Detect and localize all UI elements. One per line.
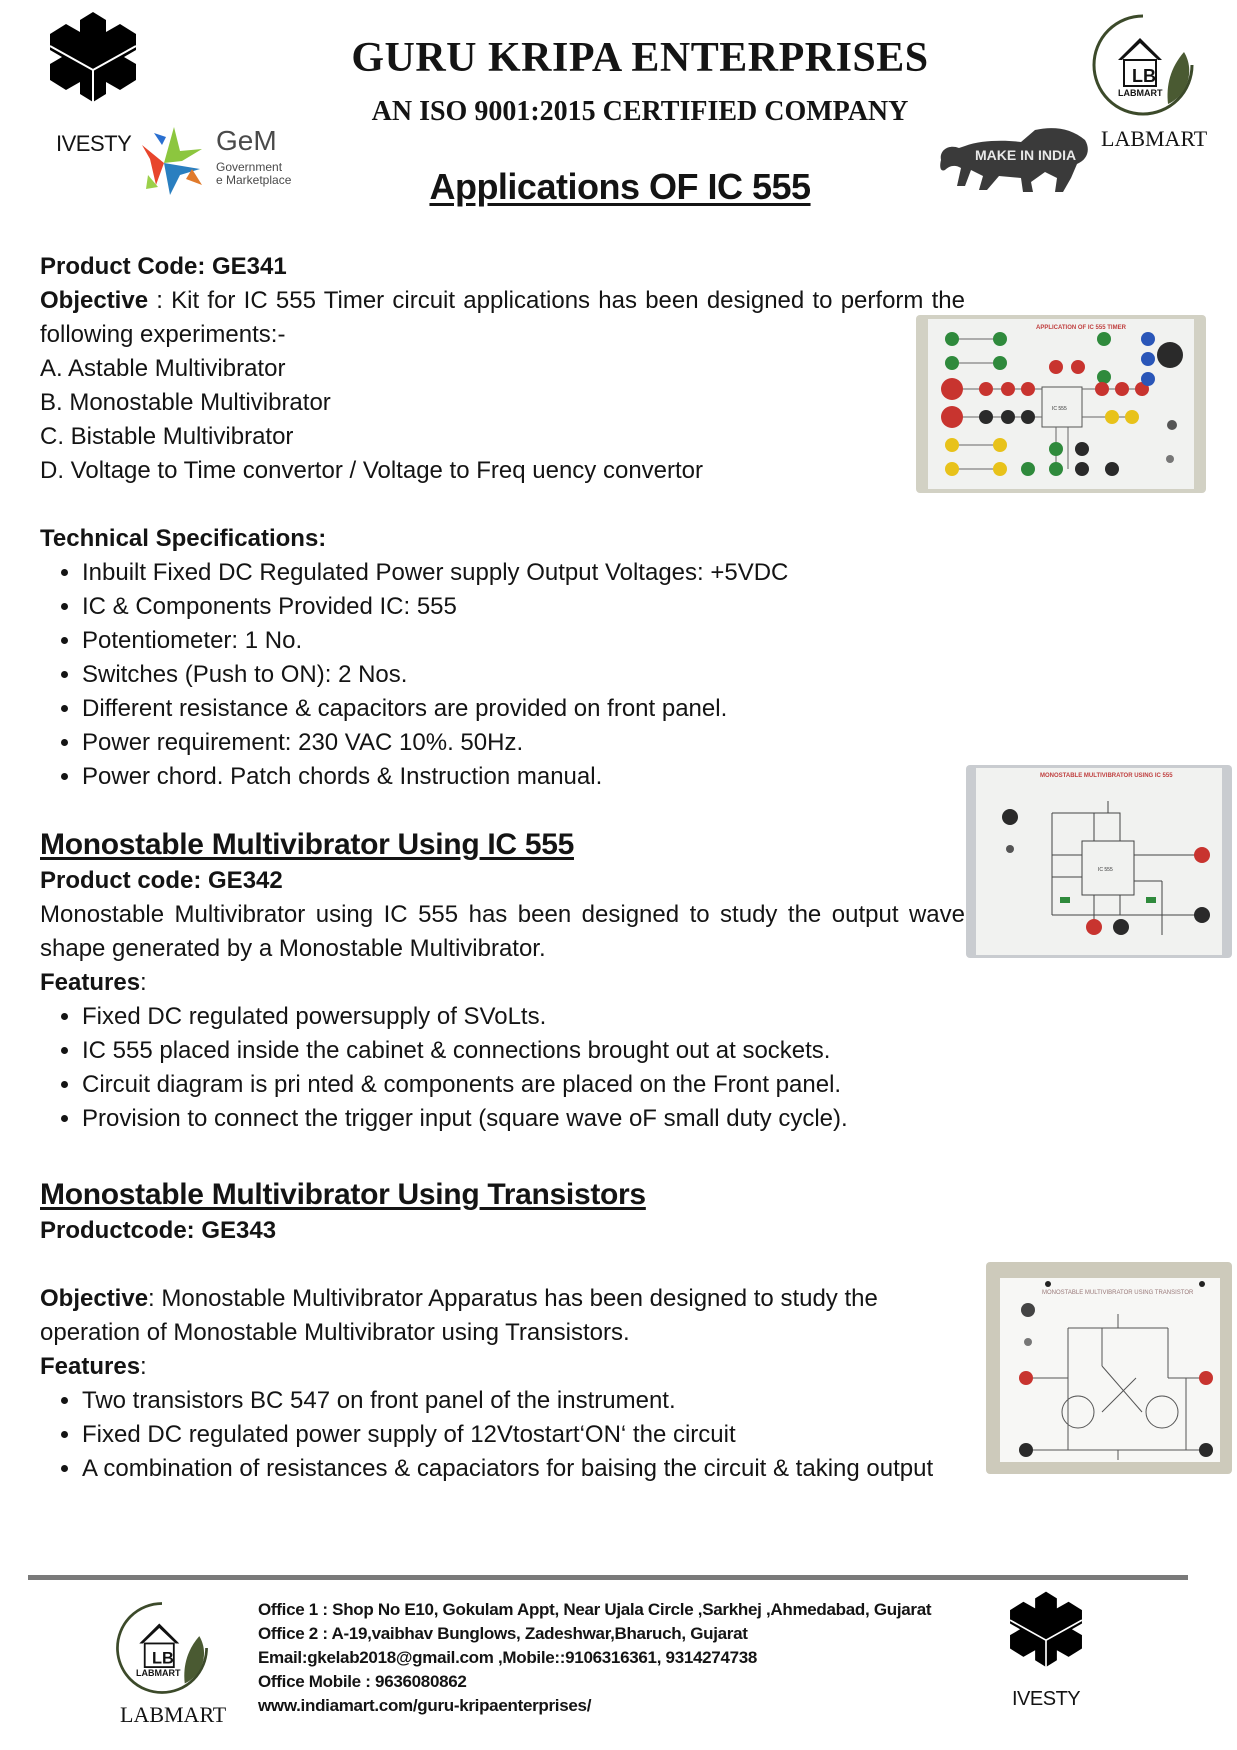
document-title: Applications OF IC 555 — [429, 166, 811, 207]
spec-item: • Inbuilt Fixed DC Regulated Power supply Output Voltages: +5VDC — [82, 556, 965, 590]
tech-specs-list — [40, 556, 965, 794]
features-list-ge342 — [40, 1000, 965, 1136]
experiment-item: B. Monostable Multivibrator — [40, 389, 331, 416]
spec-item: • Potentiometer: 1 No. — [82, 624, 965, 658]
feature-item: • Circuit diagram is pri nted & components are placed on the Front panel. — [82, 1068, 965, 1102]
features-label: Features — [40, 1353, 141, 1380]
description-ge342: Monostable Multivibrator using IC 555 has been designed to study the output wave shape generated by a Monostable Multivibrator. — [40, 901, 965, 962]
feature-item: • IC 555 placed inside the cabinet & connections brought out at sockets. — [82, 1034, 965, 1068]
trainer-panel-illustration — [986, 1262, 1232, 1474]
footer-ivesty-logo — [1000, 1590, 1092, 1690]
features-heading-ge342: Features: — [40, 969, 147, 996]
labmart-logo — [1088, 10, 1198, 120]
svg-text:LB: LB — [1132, 66, 1156, 86]
website-link[interactable]: www.indiamart.com/guru-kripaenterprises/ — [258, 1696, 592, 1715]
trainer-panel-illustration — [966, 765, 1232, 958]
feature-item: • Two transistors BC 547 on front panel of the instrument. — [82, 1384, 965, 1418]
footer-contact-block — [258, 1598, 931, 1718]
footer-divider — [28, 1575, 1188, 1580]
spec-item: • Power chord. Patch chords & Instruction manual. — [82, 760, 965, 794]
labmart-circle-icon — [1088, 10, 1198, 120]
svg-text:IC 555: IC 555 — [1098, 867, 1113, 873]
gem-subtitle-line2: e Marketplace — [216, 173, 292, 187]
section-title-ge342: Monostable Multivibrator Using IC 555 — [40, 828, 574, 861]
gem-star-icon — [140, 125, 206, 197]
footer-labmart-label: LABMART — [120, 1702, 227, 1727]
ivesty-cube-icon — [38, 10, 148, 120]
spec-item: • IC & Components Provided IC: 555 — [82, 590, 965, 624]
labmart-header-label: LABMART — [1101, 126, 1208, 151]
company-name: GURU KRIPA ENTERPRISES — [351, 35, 929, 81]
experiment-item: A. Astable Multivibrator — [40, 355, 286, 382]
svg-text:LB: LB — [152, 1649, 174, 1668]
gem-logo — [140, 125, 300, 200]
ivesty-logo-label: IVESTY — [56, 131, 132, 156]
svg-text:IC 555: IC 555 — [1052, 406, 1067, 412]
ivesty-cube-icon — [1000, 1590, 1092, 1682]
tech-specs-heading: Technical Specifications: — [40, 525, 327, 552]
section-ge343 — [40, 1176, 965, 1486]
svg-text:MAKE IN INDIA: MAKE IN INDIA — [975, 147, 1077, 163]
feature-item: • Provision to connect the trigger input (square wave oF small duty cycle). — [82, 1102, 965, 1136]
spec-item: • Power requirement: 230 VAC 10%. 50Hz. — [82, 726, 965, 760]
objective-label: Objective — [40, 287, 149, 314]
product-code-ge341: Product Code: GE341 — [40, 253, 287, 280]
svg-text:MONOSTABLE MULTIVIBRATOR USING: MONOSTABLE MULTIVIBRATOR USING TRANSISTOR — [1042, 1290, 1194, 1296]
gem-subtitle-line1: Government — [216, 160, 283, 174]
ic555-applications-kit-image — [916, 315, 1206, 493]
email-mobile[interactable]: Email:gkelab2018@gmail.com ,Mobile::9106316361, 9314274738 — [258, 1648, 758, 1667]
office-1-address: Office 1 : Shop No E10, Gokulam Appt, Near Ujala Circle ,Sarkhej ,Ahmedabad, Gujarat — [258, 1600, 932, 1619]
section-ge341 — [40, 250, 965, 794]
make-in-india-logo — [935, 120, 1095, 195]
monostable-ic555-kit-image — [966, 765, 1232, 958]
lion-icon — [935, 120, 1095, 195]
spec-item: • Switches (Push to ON): 2 Nos. — [82, 658, 965, 692]
section-title-ge343: Monostable Multivibrator Using Transistors — [40, 1178, 646, 1211]
office-mobile: Office Mobile : 9636080862 — [258, 1672, 467, 1691]
labmart-badge-text: LABMART — [136, 1668, 181, 1678]
objective-ge343 — [40, 1282, 970, 1350]
feature-item: • A combination of resistances & capaciators for baising the circuit & taking output — [82, 1452, 965, 1486]
objective-ge341 — [40, 284, 965, 352]
experiment-item: C. Bistable Multivibrator — [40, 423, 294, 450]
svg-text:APPLICATION OF IC 555 TIMER: APPLICATION OF IC 555 TIMER — [1036, 325, 1126, 331]
objective-text: : Kit for IC 555 Timer circuit applications has been designed to perform the following experiments:- — [40, 287, 965, 348]
spec-item: • Different resistance & capacitors are provided on front panel. — [82, 692, 965, 726]
ivesty-logo — [38, 10, 148, 135]
office-2-address: Office 2 : A-19,vaibhav Bunglows, Zadeshwar,Bharuch, Gujarat — [258, 1624, 748, 1643]
features-list-ge343 — [40, 1384, 965, 1486]
footer-labmart-logo — [112, 1598, 222, 1708]
svg-text:MONOSTABLE MULTIVIBRATOR USING: MONOSTABLE MULTIVIBRATOR USING IC 555 — [1040, 773, 1173, 779]
product-code-ge342: Product code: GE342 — [40, 867, 283, 894]
feature-item: • Fixed DC regulated power supply of 12Vtostart‘ON‘ the circuit — [82, 1418, 965, 1452]
labmart-badge-text: LABMART — [1118, 88, 1163, 98]
footer-ivesty-label: IVESTY — [1012, 1688, 1081, 1710]
product-code-ge343: Productcode: GE343 — [40, 1217, 277, 1244]
feature-item: • Fixed DC regulated powersupply of SVoLts. — [82, 1000, 965, 1034]
features-label: Features — [40, 969, 141, 996]
objective-label: Objective — [40, 1285, 149, 1312]
monostable-transistor-kit-image — [986, 1262, 1232, 1474]
labmart-circle-icon — [112, 1598, 212, 1698]
experiment-item: D. Voltage to Time convertor / Voltage to Freq uency convertor — [40, 457, 704, 484]
certification-line: AN ISO 9001:2015 CERTIFIED COMPANY — [371, 96, 909, 127]
features-heading-ge343: Features: — [40, 1353, 147, 1380]
trainer-panel-illustration — [916, 315, 1206, 493]
gem-title: GeM — [216, 125, 277, 156]
section-ge342 — [40, 826, 965, 1136]
objective-text: : Monostable Multivibrator Apparatus has been designed to study the operation of Monostable Multivibrator using Transistors. — [40, 1285, 878, 1346]
